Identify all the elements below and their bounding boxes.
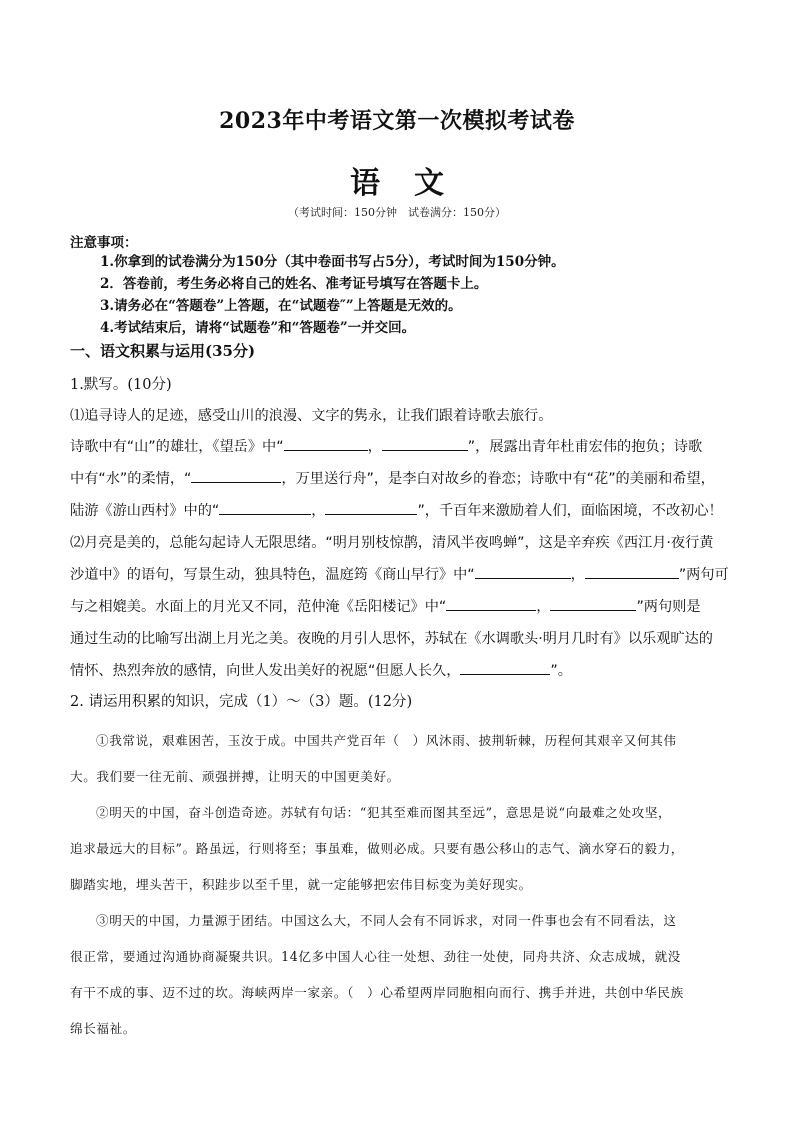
reading-text: 有干不成的事、迈不过的坎。海峡两岸一家亲。（ ）心希望两岸同胞相向而行、携手并进，共创中华民族: [70, 985, 684, 1000]
reading-text: 很正常，要通过沟通协商凝聚共识。14亿多中国人心往一处想、劲往一处使，同舟共济、众志成城，就没: [70, 949, 681, 964]
notice-heading: 注意事项：: [70, 235, 138, 251]
question-1-heading: 1.默写。(10分): [70, 377, 172, 393]
section-heading: 一、语文积累与运用(35分): [70, 342, 256, 360]
question-1-text: ⑵月亮是美的，总能勾起诗人无限思绪。“明月别枝惊鹊，清风半夜鸣蝉”，这是辛弃疾《西江月·夜行黄: [70, 535, 714, 551]
page-title: 2023年中考语文第一次模拟考试卷: [219, 108, 575, 134]
text-run: 中有“水”的柔情，“: [70, 471, 192, 488]
reading-text: ②明天的中国，奋斗创造奇迹。苏轼有句话：“犯其至难而图其至远”，意思是说“向最难之处攻坚，: [96, 805, 672, 820]
reading-text: 绵长福祉。: [70, 1021, 136, 1036]
question-1-text: ⑴追寻诗人的足迹，感受山川的浪漫、文字的隽永，让我们跟着诗歌去旅行。: [70, 408, 553, 424]
notice-item: 4.考试结束后，请将“试题卷”和“答题卷”一并交回。: [100, 320, 416, 336]
text-run: 沙道中》的语句，写景生动，独具特色，温庭筠《商山早行》中“: [70, 567, 475, 584]
text-run: ，: [570, 567, 585, 584]
fill-blank[interactable]: [325, 500, 417, 515]
fill-blank[interactable]: [460, 660, 550, 675]
text-run: 陆游《游山西村》中的“: [70, 503, 220, 520]
exam-info: （考试时间：150分钟 试卷满分：150分）: [288, 206, 506, 219]
text-run: ，: [311, 503, 326, 520]
fill-blank[interactable]: [382, 436, 468, 451]
question-1-text: [70, 564, 729, 584]
text-run: 情怀、热烈奔放的感情，向世人发出美好的祝愿“但愿人长久，: [70, 663, 461, 680]
question-2-heading: 2. 请运用积累的知识，完成（1）～（3）题。(12分): [70, 694, 413, 710]
reading-text: 大。我们要一往无前、顽强拼搏，让明天的中国更美好。: [70, 769, 400, 784]
fill-blank[interactable]: [284, 436, 368, 451]
subject-title: 语文: [350, 166, 478, 201]
text-run: ”两句可: [678, 567, 729, 584]
reading-text: ①我常说，艰难困苦，玉汝于成。中国共产党百年（ ）风沐雨、披荆斩棘，历程何其艰辛又何其伟: [96, 733, 677, 748]
text-run: ，万里送行舟”，是李白对故乡的眷恋；诗歌中有“花”的美丽和希望，: [281, 471, 715, 488]
text-run: ”，千百年来激励着人们，面临困境，不改初心！: [417, 503, 723, 520]
fill-blank[interactable]: [191, 468, 281, 483]
question-1-text: [70, 660, 724, 680]
text-run: ”两句则是: [636, 599, 701, 616]
fill-blank[interactable]: [475, 564, 571, 579]
reading-text: 脚踏实地，埋头苦干，积跬步以至千里，就一定能够把宏伟目标变为美好现实。: [70, 877, 532, 892]
fill-blank[interactable]: [585, 564, 679, 579]
question-1-text: [70, 596, 724, 616]
text-run: ”。: [550, 663, 572, 680]
notice-item: 3.请务必在“答题卷”上答题，在“试题卷″”上答题是无效的。: [100, 298, 462, 314]
question-1-text: 通过生动的比喻写出湖上月光之美。夜晚的月引人思怀，苏轼在《水调歌头·明月几时有》以乐观旷达的: [70, 631, 713, 647]
notice-item: 1.你拿到的试卷满分为150分（其中卷面书写占5分），考试时间为150分钟。: [100, 254, 565, 270]
text-run: ”，展露出青年杜甫宏伟的抱负；诗歌: [467, 439, 703, 456]
question-1-text: [70, 468, 724, 488]
reading-text: ③明天的中国，力量源于团结。中国这么大，不同人会有不同诉求，对同一件事也会有不同看法，这: [96, 913, 677, 928]
text-run: ，: [536, 599, 551, 616]
notice-item: 2．答卷前，考生务必将自己的姓名、准考证号填写在答题卡上。: [100, 276, 488, 292]
text-run: 与之相媲美。水面上的月光又不同，范仲淹《岳阳楼记》中“: [70, 599, 447, 616]
question-1-text: [70, 436, 724, 456]
fill-blank[interactable]: [219, 500, 311, 515]
fill-blank[interactable]: [550, 596, 636, 611]
text-run: ，: [367, 439, 382, 456]
text-run: 诗歌中有“山”的雄壮，《望岳》中“: [70, 439, 284, 456]
fill-blank[interactable]: [446, 596, 536, 611]
reading-text: 追求最远大的目标”。路虽远，行则将至；事虽难，做则必成。只要有愚公移山的志气、滴水穿石的毅力，: [70, 841, 684, 856]
question-1-text: [70, 500, 724, 520]
